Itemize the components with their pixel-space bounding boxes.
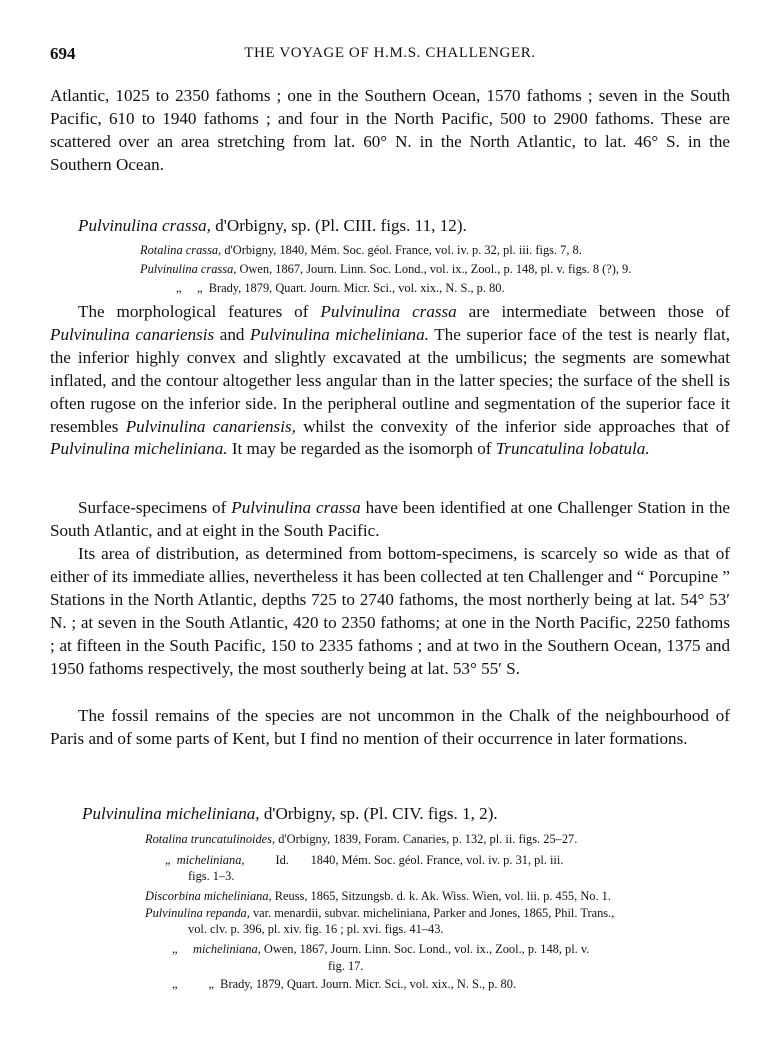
species-name: Pulvinulina micheliniana.: [50, 439, 228, 459]
synonym-citation: fig. 17.: [328, 959, 364, 973]
synonym-line: [145, 889, 611, 905]
synonym-citation: figs. 1–3.: [188, 869, 235, 883]
text-run: The morphological features of: [78, 302, 321, 321]
text-run: It may be regarded as the isomorph of: [227, 439, 496, 459]
synonym-line: [140, 262, 631, 278]
synonym-name: Pulvinulina crassa,: [140, 262, 237, 276]
page-header: [50, 44, 730, 66]
ditto-marks: „ „: [172, 977, 214, 991]
paragraph-fossil: The fossil remains of the species are not uncommon in the Chalk of the neighbourhood of Paris and of some parts of Kent, but I find no mention of their occurrence in later formations.: [50, 706, 730, 748]
synonym-line: [328, 959, 363, 975]
species-heading-crassa: [78, 216, 467, 236]
synonym-line: [140, 243, 582, 259]
synonym-line: [172, 977, 516, 993]
ditto-marks: „: [165, 853, 171, 867]
page-number: 694: [50, 44, 76, 63]
synonym-line: [145, 906, 614, 922]
synonym-name: micheliniana,: [193, 942, 261, 956]
synonym-citation: Id. 1840, Mém. Soc. géol. France, vol. iv. p. 31, pl. iii.: [244, 853, 564, 867]
species-name: Pulvinulina crassa: [231, 498, 361, 517]
running-title: THE VOYAGE OF H.M.S. CHALLENGER.: [244, 45, 536, 61]
synonym-name: Pulvinulina repanda,: [145, 906, 250, 920]
synonym-name: Rotalina truncatulinoides,: [145, 832, 276, 846]
paragraph-distribution: Its area of distribution, as determined from bottom-specimens, is scarcely so wide as that of either of its immediate allies, nevertheless it has been collected at ten Challenger and “ Porcupine ” Stations in the North Atlantic, depths 725 to 2740 fathoms, the most northerly being at lat. 54° 53′ N. ; at seven in the South Atlantic, 420 to 2350 fathoms; at one in the North Pacific, 2250 fathoms ; at fifteen in the South Pacific, 150 to 2335 fathoms ; and at two in the Southern Ocean, 1375 and 1950 fathoms respectively, the most southerly being at lat. 53° 55′ S.: [50, 544, 730, 678]
species-name: Pulvinulina canariensis,: [125, 416, 296, 436]
text-run: Surface-specimens of: [78, 498, 232, 517]
synonym-citation: Reuss, 1865, Sitzungsb. d. k. Ak. Wiss. Wien, vol. lii. p. 455, No. 1.: [271, 889, 611, 903]
synonym-citation: d'Orbigny, 1840, Mém. Soc. géol. France, vol. iv. p. 32, pl. iii. figs. 7, 8.: [221, 243, 582, 257]
species-heading-micheliniana: [82, 804, 498, 824]
text-run: are intermediate between those of: [456, 302, 730, 321]
species-authority: d'Orbigny, sp. (Pl. CIV. figs. 1, 2).: [259, 804, 498, 823]
ditto-marks: „: [172, 942, 178, 956]
synonym-line: [176, 281, 505, 297]
synonym-name: Discorbina micheliniana,: [145, 889, 272, 903]
species-name: Pulvinulina crassa: [320, 302, 457, 321]
synonym-line: [188, 869, 234, 885]
species-name: Pulvinulina micheliniana.: [250, 324, 429, 344]
synonym-citation: Brady, 1879, Quart. Journ. Micr. Sci., vol. xix., N. S., p. 80.: [202, 281, 505, 295]
synonym-citation: d'Orbigny, 1839, Foram. Canaries, p. 132, pl. ii. figs. 25–27.: [275, 832, 578, 846]
paragraph-morphology: [50, 301, 730, 461]
species-name: Pulvinulina crassa,: [78, 216, 211, 235]
synonym-line: [188, 922, 444, 938]
text-run: The superior face of the test is nearly flat, the inferior highly convex and slightly excavated at the umbilicus; the segments are somewhat inflated, and the contour altogether less angular than in the latter species; the surface of the shell is often rugose on the inferior side. In the peripheral outline and segmentation of the superior face it resembles: [50, 324, 730, 436]
synonym-citation: vol. clv. p. 396, pl. xiv. fig. 16 ; pl. xvi. figs. 41–43.: [188, 922, 444, 936]
synonym-line: [145, 832, 577, 848]
synonym-name: Rotalina crassa,: [140, 243, 222, 257]
synonym-line: [172, 942, 589, 958]
synonym-citation: var. menardii, subvar. micheliniana, Parker and Jones, 1865, Phil. Trans.,: [249, 906, 615, 920]
text-run: and: [214, 324, 251, 344]
synonym-citation: Brady, 1879, Quart. Journ. Micr. Sci., vol. xix., N. S., p. 80.: [213, 977, 517, 991]
species-name: Pulvinulina canariensis: [50, 324, 215, 344]
species-name: Truncatulina lobatula.: [495, 439, 650, 459]
text-run: whilst the convexity of the inferior side approaches that of: [295, 416, 730, 436]
synonym-citation: Owen, 1867, Journ. Linn. Soc. Lond., vol. ix., Zool., p. 148, pl. v. figs. 8 (?), 9.: [236, 262, 632, 276]
synonym-line: [165, 853, 563, 869]
paragraph-surface-specimens: [50, 497, 730, 543]
species-name: Pulvinulina micheliniana,: [82, 804, 260, 823]
synonym-citation: Owen, 1867, Journ. Linn. Soc. Lond., vol. ix., Zool., p. 148, pl. v.: [260, 942, 590, 956]
continuation-paragraph: Atlantic, 1025 to 2350 fathoms ; one in the Southern Ocean, 1570 fathoms ; seven in the South Pacific, 610 to 1940 fathoms ; and four in the North Pacific, 500 to 2900 fathoms. These are scattered over an area stretching from lat. 60° N. in the North Atlantic, to lat. 46° S. in the Southern Ocean.: [50, 86, 730, 174]
species-authority: d'Orbigny, sp. (Pl. CIII. figs. 11, 12).: [210, 216, 467, 235]
synonym-name: micheliniana,: [176, 853, 245, 867]
text-run: have been identified at one Challenger Station in the South Atlantic, and at eight in the South Pacific.: [50, 498, 730, 540]
ditto-marks: „ „: [176, 281, 203, 295]
